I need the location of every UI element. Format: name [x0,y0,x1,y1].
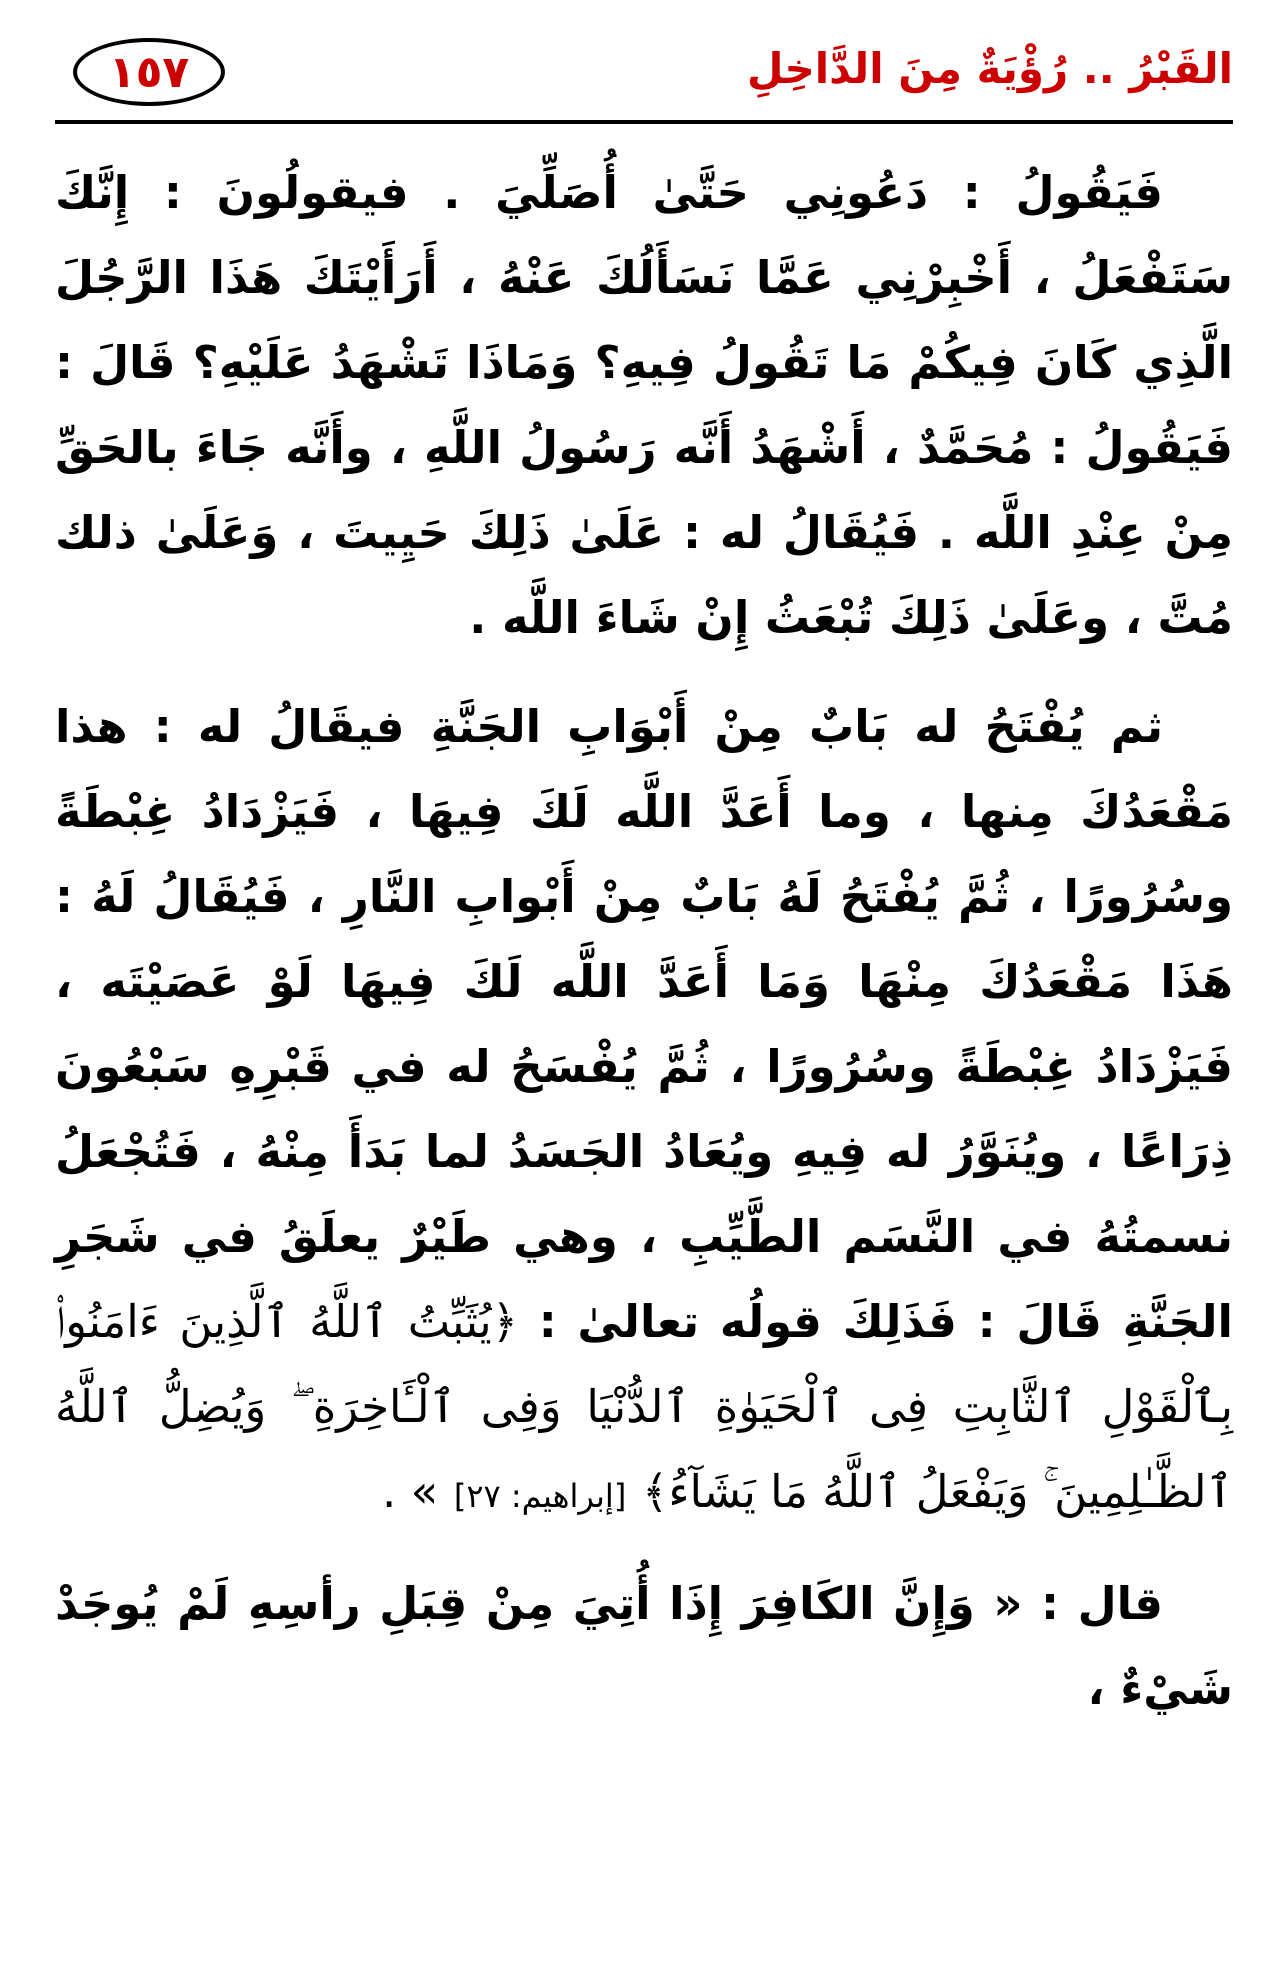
quran-verse: ﴿يُثَبِّتُ ٱللَّهُ ٱلَّذِينَ ءَامَنُوا۟ بِٱلْقَوْلِ ٱلثَّابِتِ فِى ٱلْحَيَوٰةِ ٱلدُّنْيَا وَفِى ٱلْـَٔاخِرَةِ ۖ وَيُضِلُّ ٱللَّهُ ٱلظَّـٰلِمِينَ ۚ وَيَفْعَلُ ٱللَّهُ مَا يَشَآءُ﴾ [55,1295,1233,1518]
closing-quote: » . [382,1465,439,1518]
page-number: ١٥٧ [73,38,225,106]
paragraph-1: فَيَقُولُ : دَعُونِي حَتَّىٰ أُصَلِّيَ . فيقولُونَ : إِنَّكَ سَتَفْعَلُ ، أَخْبِرْنِي عَمَّا نَسَأَلُكَ عَنْهُ ، أَرَأَيْتَكَ هَذَا الرَّجُلَ الَّذِي كَانَ فِيكُمْ مَا تَقُولُ فِيهِ؟ وَمَاذَا تَشْهَدُ عَلَيْهِ؟ قَالَ : فَيَقُولُ : مُحَمَّدٌ ، أَشْهَدُ أَنَّه رَسُولُ اللَّهِ ، وأَنَّه جَاءَ بالحَقِّ مِنْ عِنْدِ اللَّه . فَيُقَالُ له : عَلَىٰ ذَلِكَ حَيِيتَ ، وَعَلَىٰ ذلك مُتَّ ، وعَلَىٰ ذَلِكَ تُبْعَثُ إِنْ شَاءَ اللَّه . [55,166,1233,644]
paragraph-3: قال : « وَإِنَّ الكَافِرَ إِذَا أُتِيَ مِنْ قِبَلِ رأسِهِ لَمْ يُوجَدْ شَيْءٌ ، [55,1577,1233,1715]
quran-reference: [إبراهيم: ٢٧] [453,1477,627,1515]
paragraph-2 [55,684,1233,1539]
running-title: القَبْرُ .. رُؤْيَةٌ مِنَ الدَّاخِلِ [747,44,1233,93]
paragraph-2-text: ثم يُفْتَحُ له بَابٌ مِنْ أَبْوَابِ الجَنَّةِ فيقَالُ له : هذا مَقْعَدُكَ مِنها ، وما أَعَدَّ اللَّه لَكَ فِيهَا ، فَيَزْدَادُ غِبْطَةً وسُرُورًا ، ثُمَّ يُفْتَحُ لَهُ بَابٌ مِنْ أَبْوابِ النَّارِ ، فَيُقَالُ لَهُ : هَذَا مَقْعَدُكَ مِنْهَا وَمَا أَعَدَّ اللَّه لَكَ فِيهَا لَوْ عَصَيْتَه ، فَيَزْدَادُ غِبْطَةً وسُرُورًا ، ثُمَّ يُفْسَحُ له في قَبْرِهِ سَبْعُونَ ذِرَاعًا ، ويُنَوَّرُ له فِيهِ ويُعَادُ الجَسَدُ لما بَدَأَ مِنْهُ ، فَتُجْعَلُ نسمتُهُ في النَّسَم الطَّيِّبِ ، وهي طَيْرٌ يعلَقُ في شَجَرِ الجَنَّةِ قَالَ : فَذَلِكَ قولُه تعالىٰ : [55,700,1233,1348]
page-body [55,150,1233,1731]
header-divider [55,120,1233,124]
page-header [55,34,1233,112]
